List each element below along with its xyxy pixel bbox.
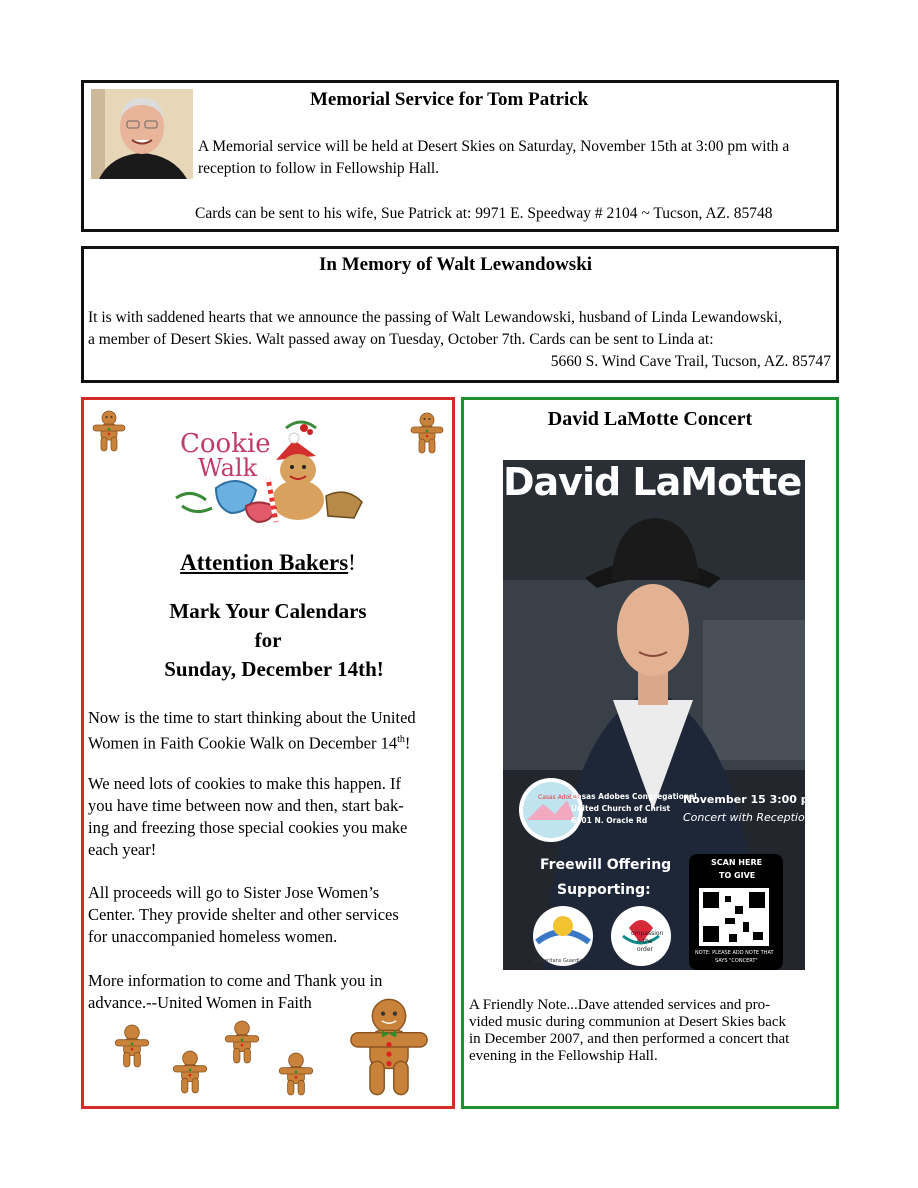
walt-address: 5660 S. Wind Cave Trail, Tucson, AZ. 85747 [550, 353, 831, 370]
poster-compassion-1: ompassion [631, 930, 664, 937]
poster-supporting: Supporting: [557, 882, 651, 898]
gingerbread-icon [278, 1052, 314, 1096]
tom-patrick-photo [91, 89, 193, 179]
poster-scan-2: TO GIVE [719, 871, 756, 880]
large-gingerbread-icon [348, 997, 430, 1097]
poster-scan-1: SCAN HERE [711, 858, 763, 867]
attention-heading: Attention Bakers! [180, 550, 356, 575]
poster-compassion-3: order [637, 946, 653, 953]
poster-note-2: SAYS "CONCERT" [715, 958, 758, 964]
poster-note-1: NOTE: PLEASE ADD NOTE THAT [695, 950, 774, 956]
memorial-text-line1: A Memorial service will be held at Desert Skies on Saturday, November 15th at 3:00 pm with a [198, 138, 790, 155]
walt-text-line2: a member of Desert Skies. Walt passed away on Tuesday, October 7th. Cards can be sent to Linda at: [88, 331, 714, 348]
cookie-paragraph-4: More information to come and Thank you in advance.--United Women in Faith [88, 971, 383, 1012]
cookie-paragraph-1: Now is the time to start thinking about the United Women in Faith Cookie Walk on December 14th! [88, 708, 416, 753]
walt-text-line1: It is with saddened hearts that we announce the passing of Walt Lewandowski, husband of Linda Lewandowski, [88, 309, 783, 326]
gingerbread-icon [92, 410, 126, 452]
concert-box [461, 397, 839, 1109]
gingerbread-icon [114, 1024, 150, 1068]
mark-calendars: Mark Your Calendars [169, 599, 367, 623]
walt-title: In Memory of Walt Lewandowski [319, 254, 593, 275]
poster-reception: Concert with Reception [683, 811, 812, 824]
poster-church-3: 6801 N. Oracle Rd [571, 816, 648, 825]
gingerbread-icon [172, 1050, 208, 1094]
concert-note: A Friendly Note...Dave attended services and pro- vided music during communion at Desert Skies back in December 2007, and then performed a concert that evening in the Fellowship Hall. [469, 997, 790, 1064]
poster-church-2: United Church of Christ [571, 804, 671, 813]
memorial-cards: Cards can be sent to his wife, Sue Patrick at: 9971 E. Speedway # 2104 ~ Tucson, AZ. 85748 [195, 205, 773, 222]
cookie-walk-box [81, 397, 455, 1109]
concert-poster [503, 460, 821, 970]
poster-compassion-2: n the [637, 938, 653, 945]
poster-church-1: Casas Adobes Congregational [571, 792, 697, 801]
cookie-logo-text-1: Cookie [180, 429, 271, 459]
poster-name: David LaMotte [503, 460, 802, 504]
cookie-paragraph-3: All proceeds will go to Sister Jose Women’s Center. They provide shelter and other services for unaccompanied homeless women. [88, 883, 399, 946]
memorial-title: Memorial Service for Tom Patrick [310, 89, 589, 110]
mark-for: for [254, 628, 282, 652]
poster-date: November 15 3:00 pm [683, 793, 821, 806]
gingerbread-icon [224, 1020, 260, 1064]
concert-title: David LaMotte Concert [547, 408, 753, 430]
poster-samaritans-logo-text: Samaritans Guardians [533, 958, 589, 964]
cookie-walk-logo [176, 418, 366, 530]
mark-date: Sunday, December 14th! [164, 657, 384, 681]
memory-walt-box [81, 246, 839, 383]
poster-freewill: Freewill Offering [540, 857, 672, 873]
memorial-text-line2: reception to follow in Fellowship Hall. [198, 160, 440, 177]
cookie-paragraph-2: We need lots of cookies to make this happen. If you have time between now and then, start bak- ing and freezing those special cookies you make each year! [88, 774, 408, 859]
gingerbread-icon [410, 412, 444, 454]
poster-casas-logo-text: Casas Adobes [538, 794, 580, 801]
cookie-logo-text-2: Walk [198, 454, 258, 482]
memorial-tom-patrick-box [81, 80, 839, 232]
